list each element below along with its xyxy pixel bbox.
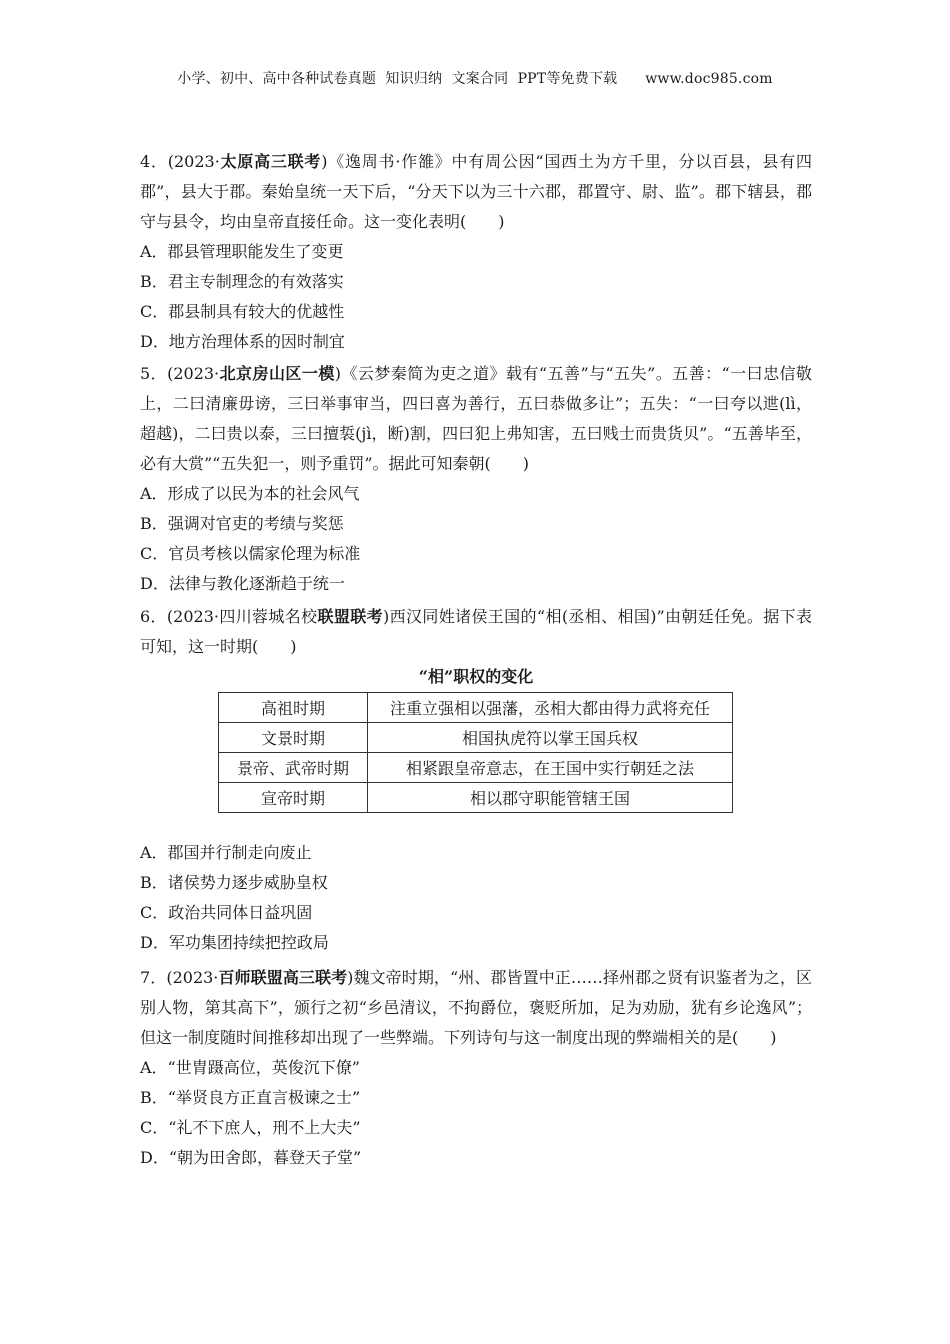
question-5-option-d[interactable]: D．法律与教化逐渐趋于统一 (140, 574, 345, 593)
page-header: 小学、初中、高中各种试卷真题 知识归纳 文案合同 PPT等免费下载 www.doc985.com (177, 71, 773, 87)
stem-text: )《云梦秦简为吏之道》载有“五善”与“五失”。五善：“一曰忠信敬上，二曰清廉毋谤，三曰举事审当，四曰喜为善行，五曰恭做多让”；五失：“一曰夸以迣(lì，超越)，二曰贵以泰，三曰擅裚(jì，断)割，四曰犯上弗知害，五曰贱士而贵货贝”。“五善毕至，必有大赏”“五失犯一，则予重罚”。据此可知秦朝( ) (140, 364, 812, 473)
question-5-option-a[interactable]: A．形成了以民为本的社会风气 (140, 484, 360, 503)
question-7-option-a[interactable]: A．“世胄蹑高位，英俊沉下僚” (140, 1058, 360, 1077)
table-cell-description: 相紧跟皇帝意志，在王国中实行朝廷之法 (368, 753, 733, 783)
stem-source-bold: 北京房山区一模 (219, 364, 335, 383)
table-cell-description: 注重立强相以强藩，丞相大都由得力武将充任 (368, 693, 733, 723)
stem-text: 4．(2023· (140, 152, 220, 171)
question-5-option-b[interactable]: B．强调对官吏的考绩与奖惩 (140, 514, 344, 533)
question-6-stem (140, 602, 812, 662)
table-cell-description: 相国执虎符以掌王国兵权 (368, 723, 733, 753)
stem-text: )西汉同姓诸侯王国的“相(丞相、相国)”由朝廷任免。据下表可知，这一时期( ) (140, 607, 812, 656)
stem-source-bold: 联盟联考 (317, 607, 383, 626)
stem-text: 6．(2023·四川蓉城名校 (140, 607, 318, 626)
question-6-option-d[interactable]: D．军功集团持续把控政局 (140, 933, 329, 952)
table-row (219, 753, 733, 783)
question-7-option-d[interactable]: D．“朝为田舍郎，暮登天子堂” (140, 1148, 362, 1167)
question-6 (140, 602, 812, 662)
stem-text: 5．(2023· (140, 364, 220, 383)
question-4-option-b[interactable]: B．君主专制理念的有效落实 (140, 272, 344, 291)
question-7 (140, 963, 812, 1173)
xiang-authority-table (218, 692, 733, 813)
stem-text: )《逸周书·作雒》中有周公因“国西土为方千里，分以百县，县有四郡”，县大于郡。秦始皇统一天下后，“分天下以为三十六郡，郡置守、尉、监”。郡下辖县，郡守与县令，均由皇帝直接任命。这一变化表明( ) (140, 152, 812, 231)
question-4-option-d[interactable]: D．地方治理体系的因时制宜 (140, 332, 345, 351)
table-cell-period: 文景时期 (219, 723, 368, 753)
table-cell-period: 宣帝时期 (219, 783, 368, 813)
table-row (219, 783, 733, 813)
table-row (219, 693, 733, 723)
stem-source-bold: 太原高三联考 (219, 152, 322, 171)
question-4-option-a[interactable]: A．郡县管理职能发生了变更 (140, 242, 344, 261)
stem-source-bold: 百师联盟高三联考 (218, 968, 348, 987)
stem-text: )魏文帝时期，“州、郡皆置中正……择州郡之贤有识鉴者为之，区别人物，第其高下”，颁行之初“乡邑清议，不拘爵位，褒贬所加，足为劝励，犹有乡论逸风”；但这一制度随时间推移却出现了一些弊端。下列诗句与这一制度出现的弊端相关的是( ) (140, 968, 812, 1047)
question-6-option-b[interactable]: B．诸侯势力逐步威胁皇权 (140, 873, 328, 892)
question-5 (140, 359, 812, 599)
question-5-stem (140, 359, 812, 479)
question-6-option-c[interactable]: C．政治共同体日益巩固 (140, 903, 313, 922)
question-4-option-c[interactable]: C．郡县制具有较大的优越性 (140, 302, 345, 321)
question-5-option-c[interactable]: C．官员考核以儒家伦理为标准 (140, 544, 361, 563)
question-4-stem (140, 147, 812, 237)
question-4 (140, 147, 812, 357)
question-6-option-a[interactable]: A．郡国并行制走向废止 (140, 843, 312, 862)
question-7-option-c[interactable]: C．“礼不下庶人，刑不上大夫” (140, 1118, 361, 1137)
table-cell-period: 景帝、武帝时期 (219, 753, 368, 783)
table-row (219, 723, 733, 753)
question-7-stem (140, 963, 812, 1053)
table-cell-period: 高祖时期 (219, 693, 368, 723)
question-6-options (140, 838, 812, 958)
stem-text: 7．(2023· (140, 968, 219, 987)
table-cell-description: 相以郡守职能管辖王国 (368, 783, 733, 813)
question-7-option-b[interactable]: B．“举贤良方正直言极谏之士” (140, 1088, 361, 1107)
table-caption: “相”职权的变化 (418, 667, 534, 686)
